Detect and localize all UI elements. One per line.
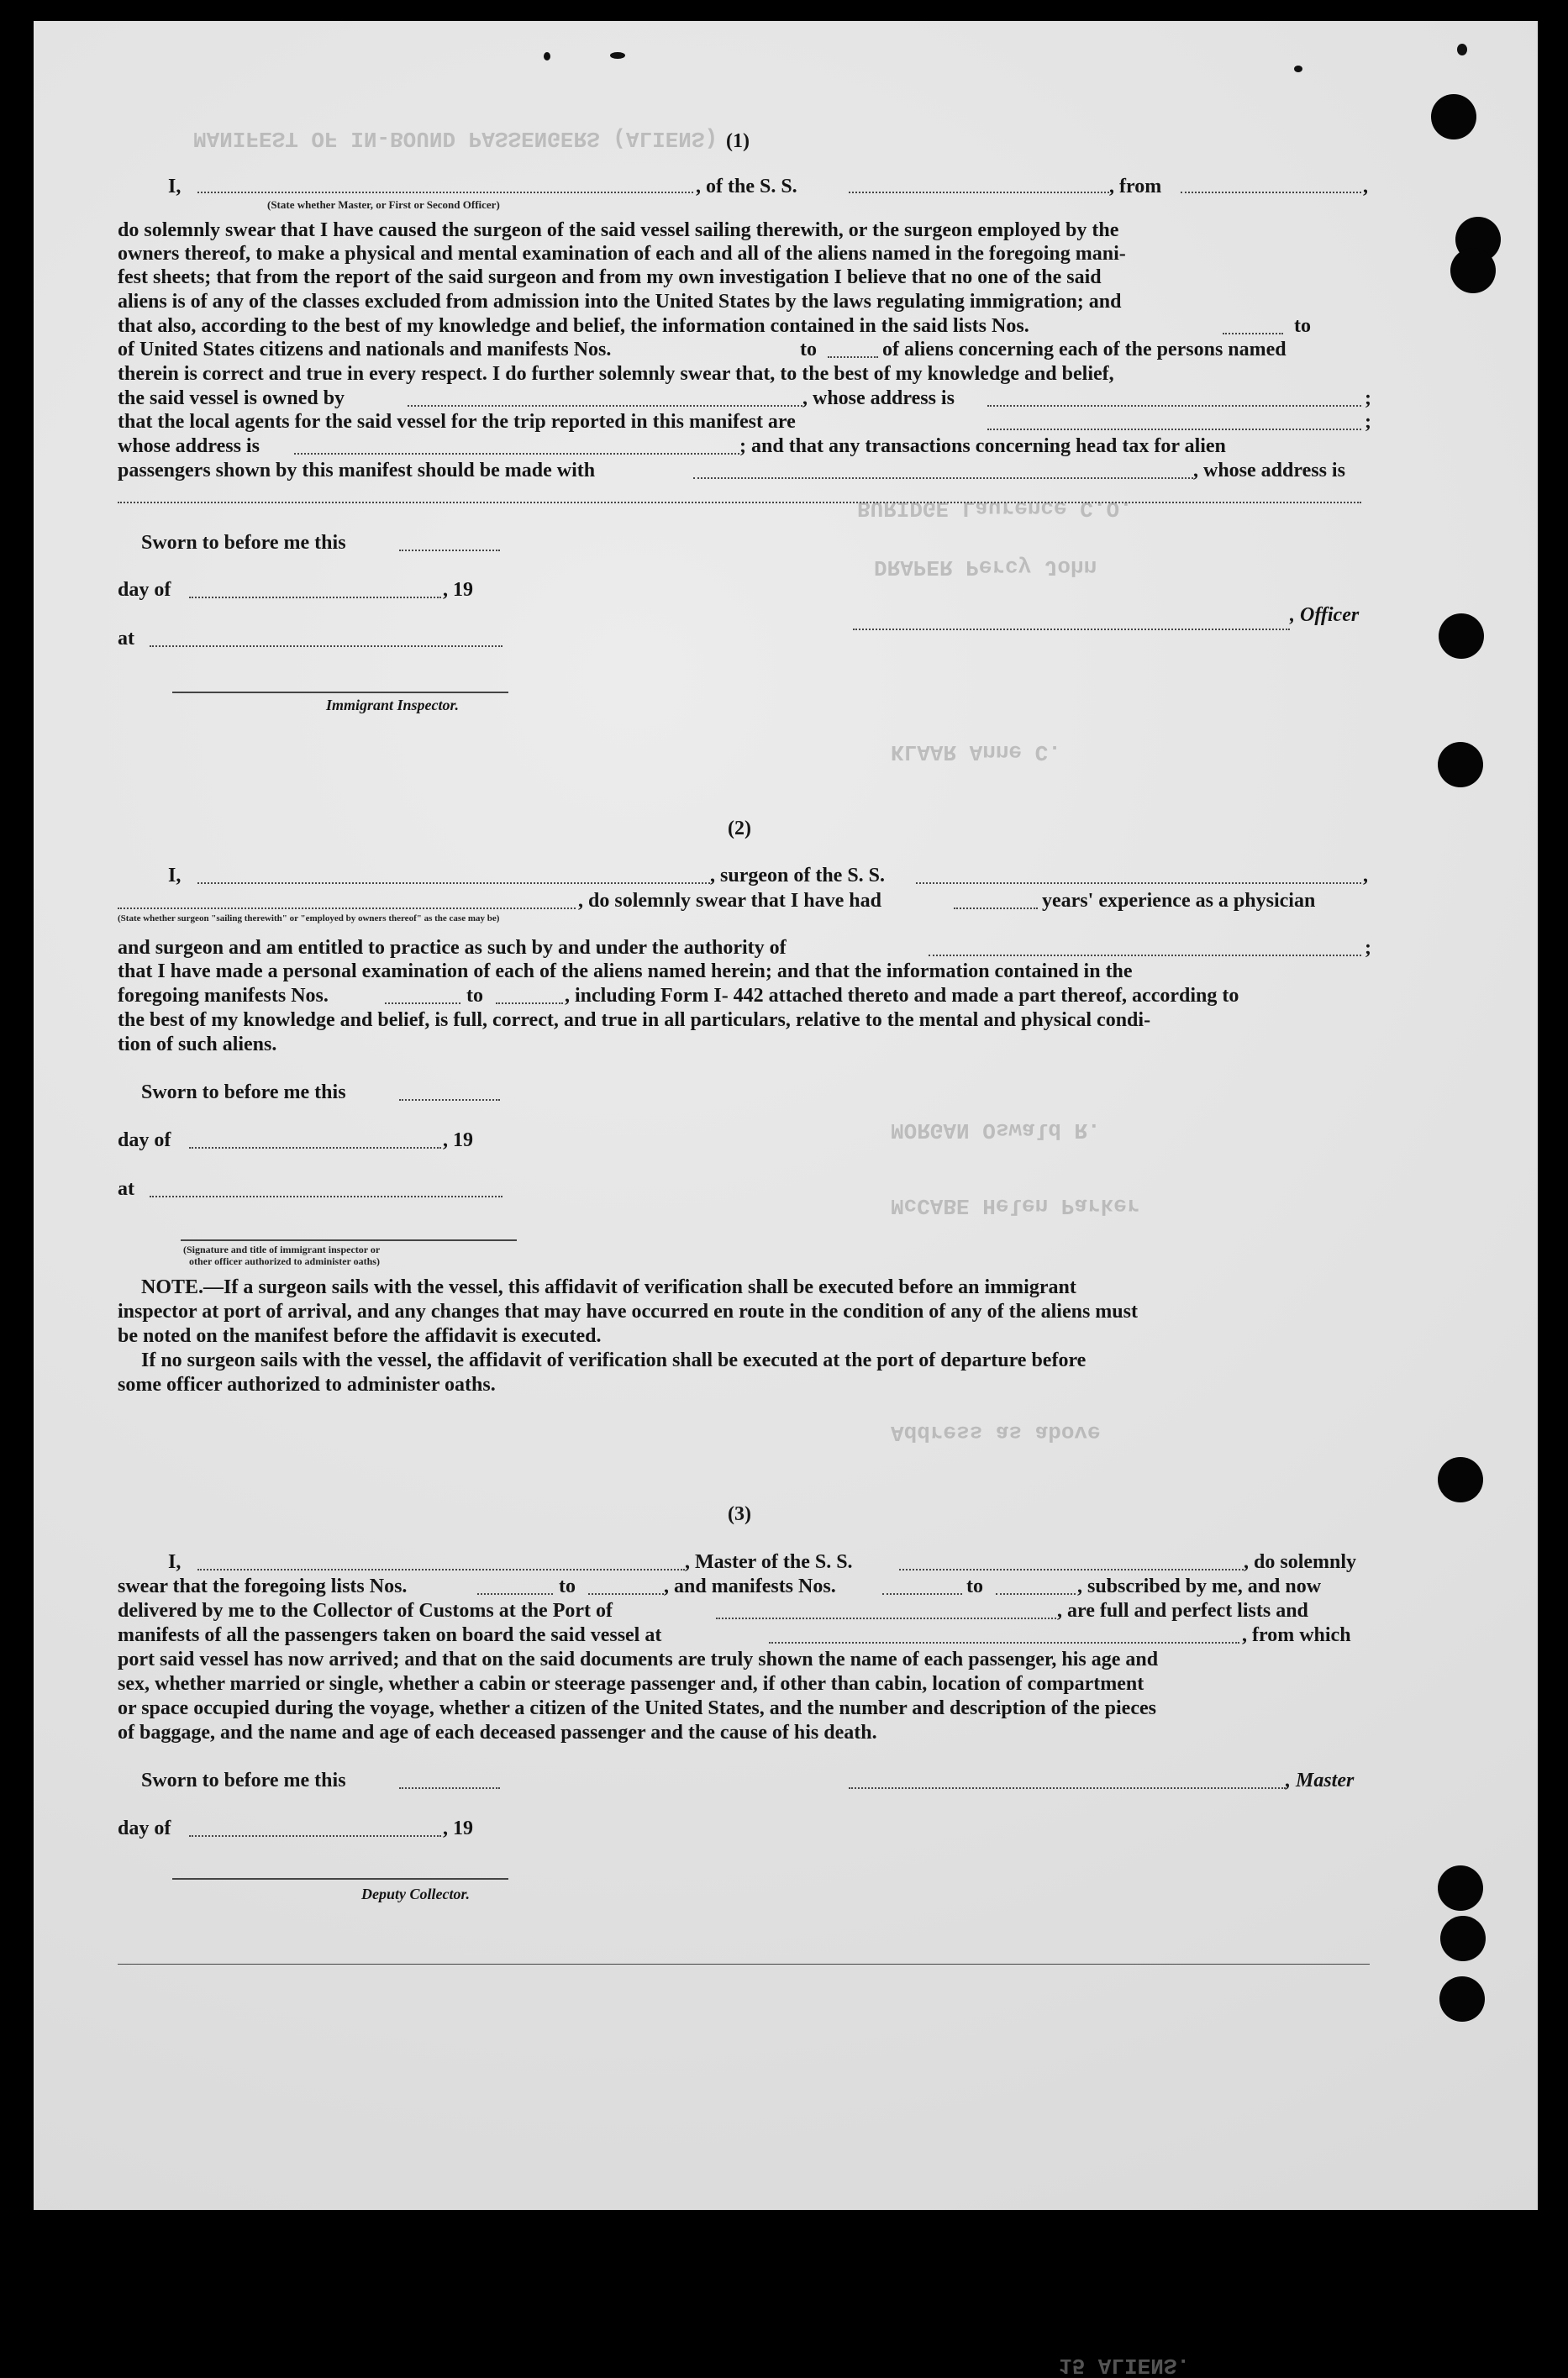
to-label: to bbox=[1294, 315, 1311, 337]
owner-field[interactable] bbox=[408, 405, 802, 407]
bleed-through-text: KLAAR Anne C. bbox=[891, 739, 1061, 765]
binder-hole bbox=[1438, 742, 1483, 787]
sworn-date-field[interactable] bbox=[399, 1099, 500, 1101]
authority-field[interactable] bbox=[929, 955, 1361, 956]
surgeon-status-note: (State whether surgeon "sailing therewith" or "employed by owners thereof" as the case may be) bbox=[118, 913, 500, 923]
body-line: or space occupied during the voyage, whether a citizen of the United States, and the number and description of the pieces bbox=[118, 1697, 1156, 1719]
body-line: that I have made a personal examination of each of the aliens named herein; and that the information contained in the bbox=[118, 960, 1133, 982]
master-label: , Master bbox=[1286, 1770, 1355, 1791]
bleed-through-text: BURIDGE Laurence C.O. bbox=[857, 496, 1133, 521]
section-2-number: (2) bbox=[728, 818, 751, 839]
day-of-field[interactable] bbox=[189, 1835, 441, 1837]
bleed-through-text: Address as above bbox=[891, 1420, 1101, 1445]
section-3-i: I, bbox=[168, 1551, 182, 1573]
do-solemnly-label: , do solemnly bbox=[1244, 1551, 1357, 1573]
body-line: port said vessel has now arrived; and that on the said documents are truly shown the name of each passenger, his age and bbox=[118, 1649, 1159, 1670]
sworn-label: Sworn to before me this bbox=[141, 532, 346, 554]
body-line: aliens is of any of the classes excluded from admission into the United States by the laws regulating immigration; and bbox=[118, 291, 1122, 313]
binder-hole bbox=[1431, 94, 1476, 139]
body-line: tion of such aliens. bbox=[118, 1034, 277, 1055]
at-field[interactable] bbox=[150, 1196, 502, 1197]
boarding-port-field[interactable] bbox=[769, 1642, 1239, 1644]
section-1-i: I, bbox=[168, 176, 182, 197]
master-signature-field[interactable] bbox=[849, 1787, 1286, 1789]
body-line: sex, whether married or single, whether a cabin or steerage passenger and, if other than cabin, location of compartment bbox=[118, 1673, 1144, 1695]
day-of-label: day of bbox=[118, 1818, 171, 1839]
master-of-label: , Master of the S. S. bbox=[685, 1551, 853, 1573]
semicolon: ; bbox=[1365, 387, 1371, 409]
sworn-date-field[interactable] bbox=[399, 550, 500, 551]
manifests-to-field-2[interactable] bbox=[496, 1002, 563, 1004]
agents-field[interactable] bbox=[987, 429, 1361, 430]
comma: , bbox=[1363, 865, 1368, 886]
bleed-through-text: McCABE Helen Parker bbox=[891, 1193, 1140, 1218]
surgeon-status-field[interactable] bbox=[118, 908, 576, 909]
head-tax-agent-field[interactable] bbox=[693, 477, 1193, 479]
comma: , bbox=[1363, 176, 1368, 197]
bleed-through-text: 15 ALIENS. bbox=[1059, 2353, 1191, 2378]
lists-to-field[interactable] bbox=[588, 1593, 664, 1595]
ink-speck bbox=[544, 52, 550, 61]
body-line: fest sheets; that from the report of the said surgeon and from my own investigation I believe that no one of the said bbox=[118, 266, 1102, 288]
vessel-name-field[interactable] bbox=[849, 192, 1109, 193]
semicolon: ; bbox=[1365, 937, 1371, 959]
note-line: inspector at port of arrival, and any changes that may have occurred en route in the condition of any of the aliens must bbox=[118, 1301, 1138, 1323]
body-line: , including Form I- 442 attached thereto and made a part thereof, according to bbox=[565, 985, 1239, 1007]
note-line: some officer authorized to administer oaths. bbox=[118, 1374, 496, 1396]
body-line: of baggage, and the name and age of each deceased passenger and the cause of his death. bbox=[118, 1722, 877, 1744]
binder-hole bbox=[1438, 1865, 1483, 1911]
body-line: that also, according to the best of my knowledge and belief, the information contained in the said lists Nos. bbox=[118, 315, 1029, 337]
section-3-number: (3) bbox=[728, 1503, 751, 1525]
sworn-date-field[interactable] bbox=[399, 1787, 500, 1789]
body-line: of United States citizens and nationals and manifests Nos. bbox=[118, 339, 612, 360]
body-line: , subscribed by me, and now bbox=[1077, 1576, 1322, 1597]
note-line: NOTE.—If a surgeon sails with the vessel, this affidavit of verification shall be executed before an immigrant bbox=[141, 1276, 1076, 1298]
body-line: , are full and perfect lists and bbox=[1057, 1600, 1308, 1622]
body-line: , from which bbox=[1242, 1624, 1351, 1646]
body-line: passengers shown by this manifest should be made with bbox=[118, 460, 596, 481]
whose-address-label: whose address is bbox=[118, 435, 260, 457]
note-line: If no surgeon sails with the vessel, the affidavit of verification shall be executed at the port of departure before bbox=[141, 1349, 1087, 1371]
signature-note: other officer authorized to administer oaths) bbox=[189, 1255, 380, 1267]
bottom-rule bbox=[118, 1964, 1370, 1965]
body-line: delivered by me to the Collector of Customs at the Port of bbox=[118, 1600, 613, 1622]
body-line: and surgeon and am entitled to practice as such by and under the authority of bbox=[118, 937, 787, 959]
binder-hole bbox=[1450, 248, 1496, 293]
ink-speck bbox=[1294, 66, 1302, 72]
officer-name-field[interactable] bbox=[197, 192, 693, 193]
bleed-through-text: MORGAN Oswald R. bbox=[891, 1118, 1101, 1143]
to-label: to bbox=[559, 1576, 576, 1597]
binder-hole bbox=[1438, 1457, 1483, 1502]
lists-from-field[interactable] bbox=[1223, 333, 1283, 334]
binder-hole bbox=[1439, 1976, 1485, 2022]
owner-address-field[interactable] bbox=[987, 405, 1361, 407]
body-line: do solemnly swear that I have caused the surgeon of the said vessel sailing therewith, or the surgeon employed by the bbox=[118, 219, 1119, 241]
bleed-through-text: DRAPER Percy John bbox=[874, 555, 1097, 580]
at-field[interactable] bbox=[150, 645, 502, 647]
year-label: , 19 bbox=[443, 1129, 473, 1151]
day-of-label: day of bbox=[118, 579, 171, 601]
from-label: , from bbox=[1109, 176, 1162, 197]
ink-speck bbox=[610, 52, 625, 59]
bleed-through-text: MANIFEST OF IN-BOUND PASSENGERS (ALIENS) bbox=[193, 126, 718, 151]
to-label: to bbox=[966, 1576, 983, 1597]
whose-address-label: , whose address is bbox=[1193, 460, 1345, 481]
agents-address-field[interactable] bbox=[294, 453, 739, 455]
customs-port-field[interactable] bbox=[716, 1618, 1056, 1619]
manifests-to-field[interactable] bbox=[996, 1593, 1076, 1595]
officer-signature-field[interactable] bbox=[853, 629, 1290, 630]
body-line: ; and that any transactions concerning head tax for alien bbox=[739, 435, 1226, 457]
manifests-to-field[interactable] bbox=[828, 356, 878, 358]
section-1-number: (1) bbox=[726, 130, 750, 152]
body-line: swear that the foregoing lists Nos. bbox=[118, 1576, 408, 1597]
binder-hole bbox=[1440, 1916, 1486, 1961]
body-line: owners thereof, to make a physical and mental examination of each and all of the aliens named in the foregoing mani- bbox=[118, 243, 1126, 265]
of-ss-label: , of the S. S. bbox=[696, 176, 797, 197]
body-line: manifests of all the passengers taken on board the said vessel at bbox=[118, 1624, 662, 1646]
day-of-label: day of bbox=[118, 1129, 171, 1151]
swear-label: , do solemnly swear that I have had bbox=[578, 890, 881, 912]
signature-line[interactable] bbox=[181, 1239, 517, 1241]
to-label: to bbox=[466, 985, 483, 1007]
surgeon-vessel-field[interactable] bbox=[916, 882, 1361, 884]
day-of-field[interactable] bbox=[189, 597, 441, 598]
signature-note: (Signature and title of immigrant inspector or bbox=[183, 1244, 381, 1255]
surgeon-of-label: , surgeon of the S. S. bbox=[710, 865, 886, 886]
years-experience-field[interactable] bbox=[954, 908, 1038, 909]
officer-label: , Officer bbox=[1290, 604, 1360, 626]
years-experience-label: years' experience as a physician bbox=[1042, 890, 1316, 912]
day-of-field[interactable] bbox=[189, 1147, 441, 1149]
surgeon-name-field[interactable] bbox=[197, 882, 710, 884]
body-line: the best of my knowledge and belief, is full, correct, and true in all particulars, relative to the mental and physical condi- bbox=[118, 1009, 1151, 1031]
year-label: , 19 bbox=[443, 579, 473, 601]
whose-address-label: , whose address is bbox=[802, 387, 955, 409]
deputy-signature-line[interactable] bbox=[172, 1878, 508, 1880]
from-port-field[interactable] bbox=[1181, 192, 1361, 193]
manifests-from-field[interactable] bbox=[882, 1593, 962, 1595]
at-label: at bbox=[118, 1178, 134, 1200]
body-line: of aliens concerning each of the persons named bbox=[882, 339, 1286, 360]
master-name-field[interactable] bbox=[197, 1569, 685, 1570]
body-line: , and manifests Nos. bbox=[664, 1576, 836, 1597]
sworn-label: Sworn to before me this bbox=[141, 1770, 346, 1791]
master-vessel-field[interactable] bbox=[899, 1569, 1244, 1570]
immigrant-inspector-label: Immigrant Inspector. bbox=[326, 697, 460, 713]
head-tax-address-field[interactable] bbox=[118, 502, 1361, 503]
note-line: be noted on the manifest before the affidavit is executed. bbox=[118, 1325, 602, 1347]
sworn-label: Sworn to before me this bbox=[141, 1081, 346, 1103]
deputy-collector-label: Deputy Collector. bbox=[361, 1886, 470, 1902]
officer-note: (State whether Master, or First or Second Officer) bbox=[267, 198, 500, 211]
at-label: at bbox=[118, 628, 134, 650]
to-label: to bbox=[800, 339, 817, 360]
semicolon: ; bbox=[1365, 411, 1371, 433]
manifests-from-field[interactable] bbox=[385, 1002, 460, 1004]
owned-by-label: the said vessel is owned by bbox=[118, 387, 345, 409]
binder-hole bbox=[1439, 613, 1484, 659]
ink-speck bbox=[1457, 44, 1467, 55]
body-line: foregoing manifests Nos. bbox=[118, 985, 329, 1007]
agents-label: that the local agents for the said vessel for the trip reported in this manifest are bbox=[118, 411, 796, 433]
body-line: therein is correct and true in every respect. I do further solemnly swear that, to the best of my knowledge and belief, bbox=[118, 363, 1114, 385]
year-label: , 19 bbox=[443, 1818, 473, 1839]
section-2-i: I, bbox=[168, 865, 182, 886]
lists-from-field[interactable] bbox=[477, 1593, 553, 1595]
